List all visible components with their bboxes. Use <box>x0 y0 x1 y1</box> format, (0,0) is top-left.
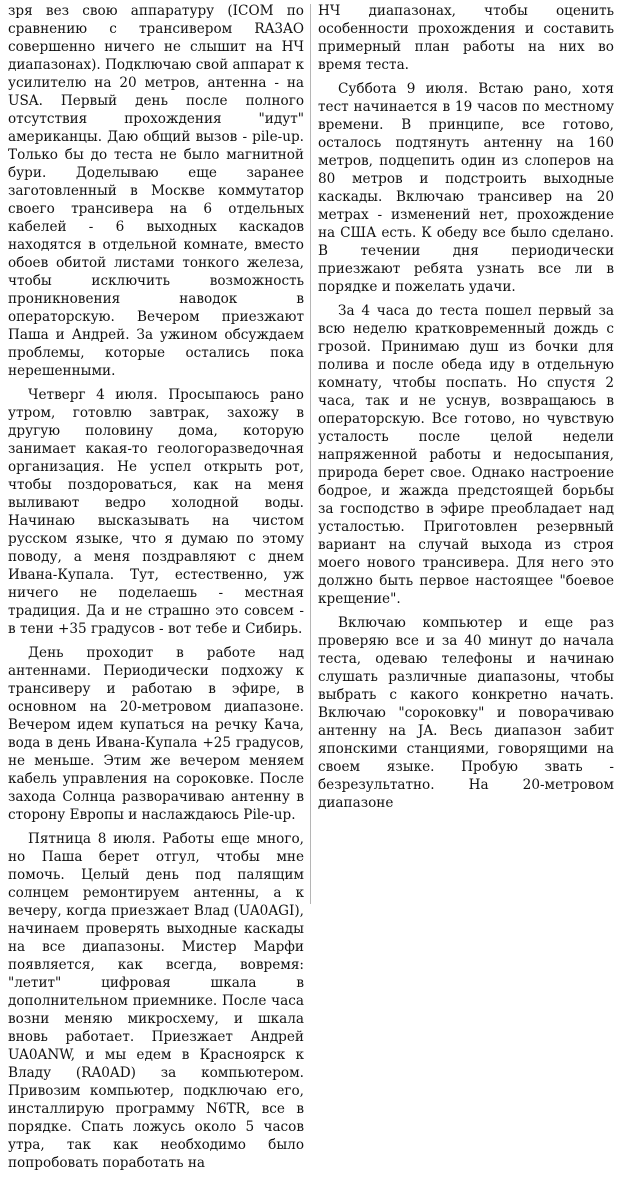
left-column <box>8 2 304 1178</box>
paragraph: НЧ диапазонах, чтобы оценить особенности прохождения и составить примерный план работы на них во время теста. <box>318 3 614 73</box>
paragraph: Пятница 8 июля. Работы еще много, но Паша берет отгул, чтобы мне помочь. Целый день под палящим солнцем ремонтируем антенны, а к вечеру, когда приезжает Влад (UA0AGI), начинаем проверять выходные каскады на все диапазоны. Мистер Марфи появляется, как всегда, вовремя: "летит" цифровая шкала в дополнительном приемнике. После часа возни меняю микросхему, и шкала вновь работает. Приезжает Андрей UA0ANW, и мы едем в Красноярск к Владу (RA0AD) за компьютером. Привозим компьютер, подключаю его, инсталлирую программу N6TR, все в порядке. Спать ложусь около 5 часов утра, так как необходимо было попробовать поработать на <box>8 831 304 1171</box>
paragraph: Четверг 4 июля. Просыпаюсь рано утром, готовлю завтрак, захожу в другую половину дома, которую занимает какая-то геологоразведочная организация. Не успел открыть рот, чтобы поздороваться, как на меня выливают ведро холодной воды. Начинаю высказывать на чистом русском языке, что я думаю по этому поводу, а меня поздравляют с днем Ивана-Купала. Тут, естественно, уж ничего не поделаешь - местная традиция. Да и не страшно это совсем - в тени +35 градусов - вот тебе и Сибирь. <box>8 387 304 637</box>
column-divider <box>310 4 311 904</box>
paragraph: За 4 часа до теста пошел первый за всю неделю кратковременный дождь с грозой. Принимаю душ из бочки для полива и после обеда иду в отдельную комнату, чтобы поспать. Но спустя 2 часа, так и не уснув, возвращаюсь в операторскую. Все готово, но чувствую усталость после целой недели напряженной работы и недосыпания, природа берет свое. Однако настроение бодрое, и жажда предстоящей борьбы за господство в эфире преобладает над усталостью. Приготовлен резервный вариант на случай выхода из строя моего нового трансивера. Для него это должно быть первое настоящее "боевое крещение". <box>318 303 614 607</box>
paragraph: Включаю компьютер и еще раз проверяю все и за 40 минут до начала теста, одеваю телефоны и начинаю слушать различные диапазоны, чтобы выбрать с какого конкретно начать. Включаю "сороковку" и поворачиваю антенну на JA. Весь диапазон забит японскими станциями, говорящими на своем языке. Пробую звать - безрезультатно. На 20-метровом диапазоне <box>318 615 614 811</box>
paragraph: Суббота 9 июля. Встаю рано, хотя тест начинается в 19 часов по местному времени. В принципе, все готово, осталось подтянуть антенну на 160 метров, подцепить один из слоперов на 80 метров и подстроить выходные каскады. Включаю трансивер на 20 метрах - изменений нет, прохождение на США есть. К обеду все было сделано. В течении дня периодически приезжают ребята узнать все ли в порядке и пожелать удачи. <box>318 81 614 295</box>
right-column <box>318 2 614 818</box>
paragraph: День проходит в работе над антеннами. Периодически подхожу к трансиверу и работаю в эфире, в основном на 20-метровом диапазоне. Вечером идем купаться на речку Кача, вода в день Ивана-Купала +25 градусов, не меньше. Этим же вечером меняем кабель управления на сороковке. После захода Солнца разворачиваю антенну в сторону Европы и наслаждаюсь Pile-up. <box>8 645 304 823</box>
paragraph: зря вез свою аппаратуру (ICOM по сравнению с трансивером RA3AO совершенно ничего не слышит на НЧ диапазонах). Подключаю свой аппарат к усилителю на 20 метров, антенна - на USA. Первый день после полного отсутствия прохождения "идут" американцы. Даю общий вызов - pile-up. Только бы до теста не было магнитной бури. Доделываю еще заранее заготовленный в Москве коммутатор своего трансивера на 6 отдельных кабелей - 6 выходных каскадов находятся в отдельной комнате, вместо обоев обитой листами тонкого железа, чтобы исключить возможность проникновения наводок в операторскую. Вечером приезжают Паша и Андрей. За ужином обсуждаем проблемы, которые остались пока нерешенными. <box>8 3 305 379</box>
